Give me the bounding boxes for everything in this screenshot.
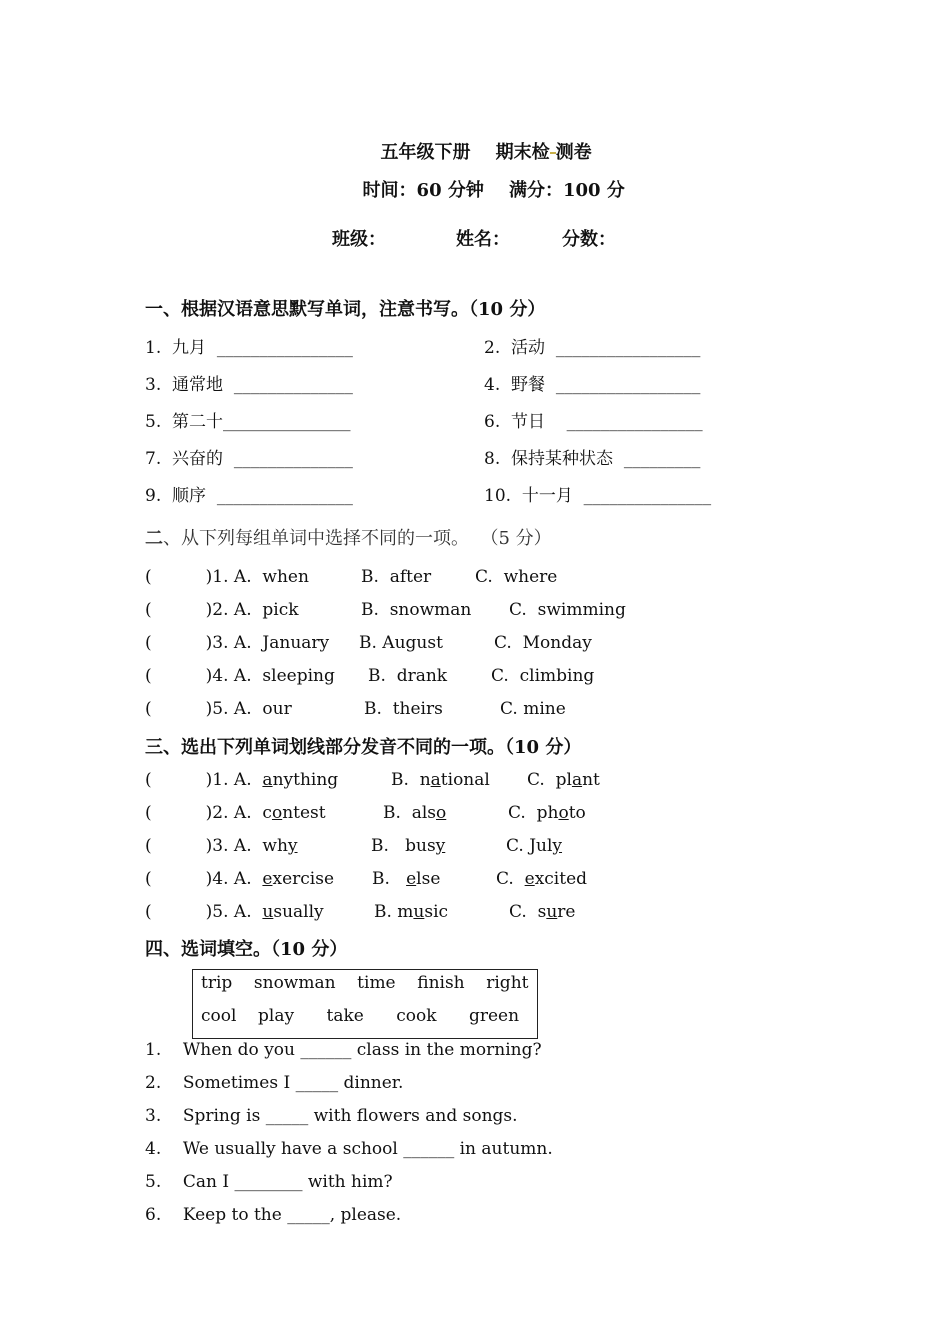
s4-item: 5. Can I ________ with him? [145, 1172, 393, 1192]
s3-row-c: C. plant [527, 770, 600, 790]
s3-row-b: B. else [372, 869, 441, 889]
title-exam-b: 测卷 [555, 142, 592, 163]
s1-item: 4. 野餐 _________________ [484, 375, 701, 395]
score-text: 满分：100 分 [508, 180, 625, 201]
s1-item: 2. 活动 _________________ [484, 338, 701, 358]
s3-row-a: ( )4. A. exercise [145, 869, 335, 889]
word-bank-row2: cool play take cook green [201, 1006, 520, 1026]
s1-item: 8. 保持某种状态 _________ [484, 449, 701, 469]
s2-row-c: C. swimming [509, 600, 626, 620]
s1-item: 9. 顺序 ________________ [145, 486, 353, 506]
s3-row-a: ( )2. A. contest [145, 803, 326, 823]
s1-item: 7. 兴奋的 ______________ [145, 449, 353, 469]
s2-row-q: ( )2. A. pick [145, 600, 299, 620]
section2-num: 二 [145, 528, 163, 549]
word-bank-row1: trip snowman time finish right [201, 973, 529, 993]
section4-title: 四、选词填空。（10 分） [145, 939, 348, 960]
s2-row-c: C. climbing [491, 666, 595, 686]
s3-row-c: C. photo [508, 803, 586, 823]
points-label: 分数： [562, 229, 616, 250]
s2-row-b: B. theirs [364, 699, 443, 719]
s1-item: 3. 通常地 ______________ [145, 375, 353, 395]
section2-title [145, 524, 552, 550]
s4-item: 3. Spring is _____ with flowers and songs. [145, 1106, 518, 1126]
section2-title-text: 、从下列每组单词中选择不同的一项。 （5 分） [163, 528, 552, 549]
time-text: 时间：60 分钟 [362, 180, 484, 201]
name-label: 姓名： [456, 229, 510, 250]
s3-row-c: C. excited [496, 869, 588, 889]
s2-row-b: B. after [361, 567, 432, 587]
s2-row-q: ( )3. A. January [145, 633, 330, 653]
s2-row-q: ( )4. A. sleeping [145, 666, 335, 686]
s4-item: 2. Sometimes I _____ dinner. [145, 1073, 404, 1093]
s3-row-c: C. July [506, 836, 563, 856]
s2-row-q: ( )1. A. when [145, 567, 309, 587]
s4-item: 6. Keep to the _____, please. [145, 1205, 402, 1225]
exam-time [350, 155, 625, 202]
title-grade: 五年级下册 [380, 142, 471, 163]
section1-title: 一、根据汉语意思默写单词，注意书写。（10 分） [145, 299, 546, 320]
s2-row-q: ( )5. A. our [145, 699, 292, 719]
s4-item: 1. When do you ______ class in the morning? [145, 1040, 542, 1060]
s3-row-a: ( )1. A. anything [145, 770, 339, 790]
title-exam-a: 期末检 [495, 142, 550, 163]
s3-row-a: ( )5. A. usually [145, 902, 324, 922]
s2-row-b: B. snowman [361, 600, 472, 620]
s4-item: 4. We usually have a school ______ in autumn. [145, 1139, 553, 1159]
s1-item: 5. 第二十_______________ [145, 412, 351, 432]
s3-row-c: C. sure [509, 902, 576, 922]
s3-row-b: B. busy [371, 836, 446, 856]
s2-row-c: C. Monday [494, 633, 592, 653]
s2-row-c: C. where [475, 567, 558, 587]
class-label: 班级： [332, 229, 386, 250]
s1-item: 10. 十一月 _______________ [484, 486, 712, 506]
s3-row-a: ( )3. A. why [145, 836, 298, 856]
s2-row-c: C. mine [500, 699, 566, 719]
s1-item: 6. 节日 ________________ [484, 412, 703, 432]
s3-row-b: B. national [391, 770, 490, 790]
s2-row-b: B. drank [368, 666, 448, 686]
section3-title: 三、选出下列单词划线部分发音不同的一项。（10 分） [145, 737, 582, 758]
s1-item: 1. 九月 ________________ [145, 338, 353, 358]
s3-row-b: B. also [383, 803, 447, 823]
s3-row-b: B. music [374, 902, 449, 922]
s2-row-b: B. August [359, 633, 443, 653]
